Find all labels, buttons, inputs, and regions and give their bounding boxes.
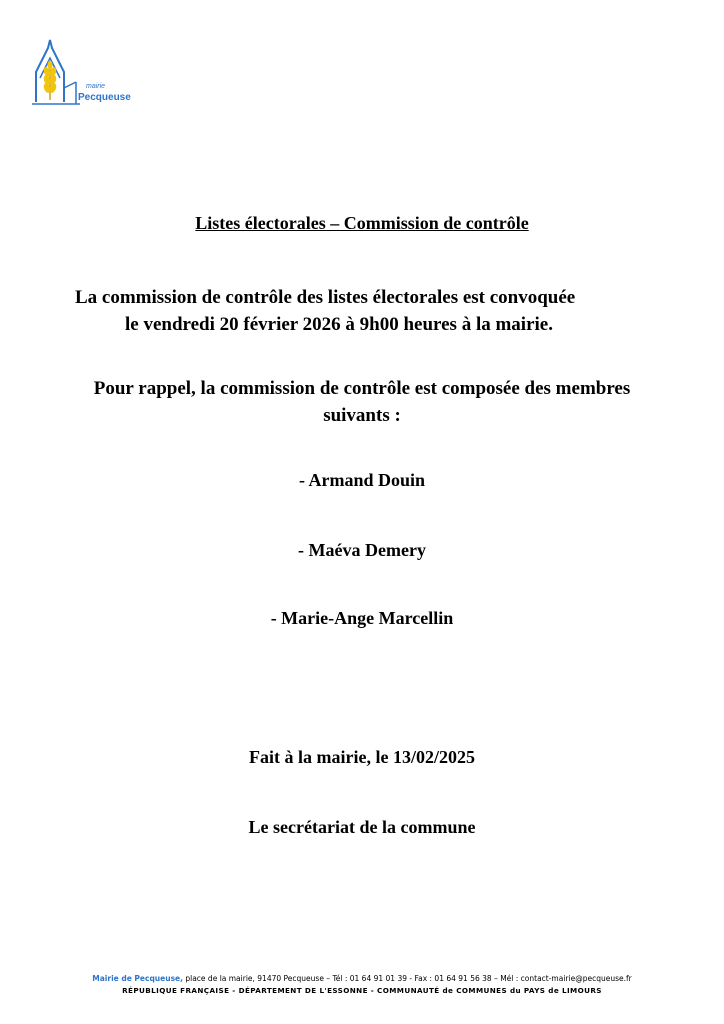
logo-small-label: mairie bbox=[86, 83, 106, 90]
footer-republique: RÉPUBLIQUE FRANÇAISE - DÉPARTEMENT DE L'ESSONNE - COMMUNAUTÉ de COMMUNES du PAYS de LIMOURS bbox=[122, 986, 602, 995]
mairie-logo bbox=[30, 38, 136, 110]
signer-line: Le secrétariat de la commune bbox=[248, 817, 476, 837]
member-item: - Maéva Demery bbox=[298, 540, 426, 560]
member-item: - Marie-Ange Marcellin bbox=[270, 608, 454, 628]
page-title: Listes électorales – Commission de contrôle bbox=[195, 213, 529, 233]
rappel-line-2: suivants : bbox=[323, 405, 401, 426]
logo-name: Pecqueuse bbox=[78, 92, 131, 103]
footer-mairie-name: Mairie de Pecqueuse, bbox=[92, 974, 183, 983]
convocation-line-1: La commission de contrôle des listes électorales est convoquée bbox=[75, 287, 576, 308]
date-line: Fait à la mairie, le 13/02/2025 bbox=[249, 747, 475, 767]
convocation-line-2: le vendredi 20 février 2026 à 9h00 heures à la mairie. bbox=[125, 314, 553, 335]
footer-address bbox=[0, 974, 724, 983]
member-item: - Armand Douin bbox=[298, 470, 426, 490]
footer-address-text: place de la mairie, 91470 Pecqueuse – Tél : 01 64 91 01 39 - Fax : 01 64 91 56 38 – Mél : contact-mairie@pecqueuse.fr bbox=[182, 974, 632, 983]
rappel-line-1: Pour rappel, la commission de contrôle est composée des membres bbox=[93, 378, 631, 399]
